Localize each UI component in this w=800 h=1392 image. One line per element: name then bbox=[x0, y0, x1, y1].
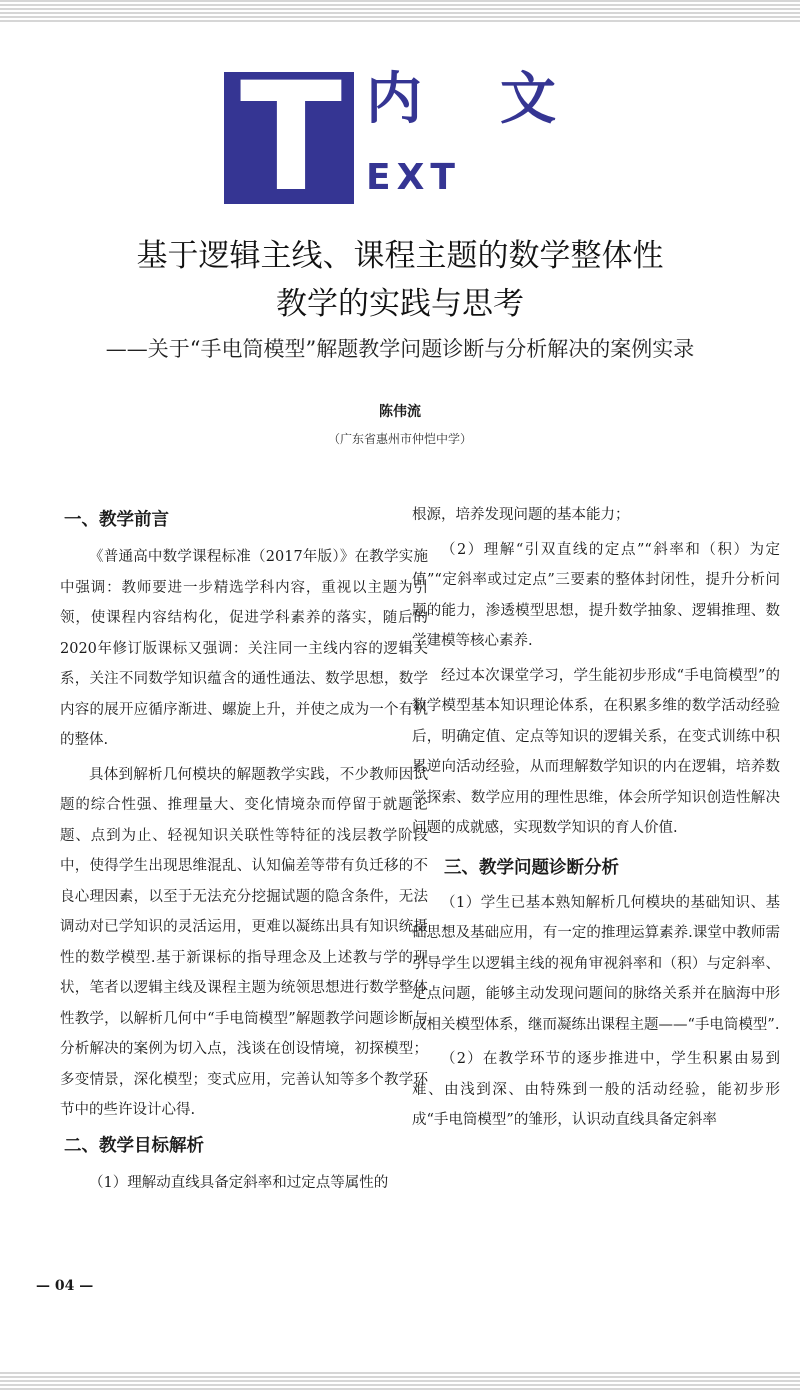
article-subtitle: ——关于“手电筒模型”解题教学问题诊断与分析解决的案例实录 bbox=[105, 337, 695, 361]
paragraph-continuation: 根源，培养发现问题的基本能力； bbox=[412, 507, 630, 523]
paragraph: 《普通高中数学课程标准（2017年版）》在教学实施中强调：教师要进一步精选学科内容，重视以主题为引领，使课程内容结构化，促进学科素养的落实，随后的2020年修订版课标又强调：关注同一主线内容的逻辑关系，关注不同数学知识蕴含的通性通法、数学思想，数学内容的展开应循序渐进、螺旋上升，并使之成为一个有机的整体. bbox=[60, 549, 428, 748]
paragraph: 具体到解析几何模块的解题教学实践，不少教师因试题的综合性强、推理量大、变化情境杂而停留于就题论题、点到为止、轻视知识关联性等特征的浅层教学阶段中，使得学生出现思维混乱、认知偏差等带有负迁移的不良心理因素，以至于无法充分挖掘试题的隐含条件，无法调动对已学知识的灵活运用，更难以凝练出具有知识统摄性的数学模型.基于新课标的指导理念及上述教与学的现状，笔者以逻辑主线及课程主题为统领思想进行数学整体性教学，以解析几何中“手电筒模型”解题教学问题诊断与分析解决的案例为切入点，浅谈在创设情境，初探模型；多变情景，深化模型；变式应用，完善认知等多个教学环节中的些许设计心得. bbox=[60, 766, 428, 1118]
article-title-line1: 基于逻辑主线、课程主题的数学整体性 bbox=[136, 238, 664, 274]
paragraph: （2）理解“引双直线的定点”“斜率和（积）为定值”“定斜率或过定点”三要素的整体封闭性，提升分析问题的能力，渗透模型思想，提升数学抽象、逻辑推理、数学建模等核心素养. bbox=[412, 541, 780, 649]
paragraph: （1）理解动直线具备定斜率和过定点等属性的 bbox=[89, 1174, 389, 1191]
text-logo-block: T bbox=[224, 72, 354, 204]
top-decorative-stripe bbox=[0, 0, 800, 22]
author-name: 陈伟流 bbox=[379, 404, 421, 420]
right-column bbox=[412, 500, 780, 1136]
paragraph: 经过本次课堂学习，学生能初步形成“手电筒模型”的数学模型基本知识理论体系，在积累多维的数学活动经验后，明确定值、定点等知识的逻辑关系，在变式训练中积累逆向活动经验，从而理解数学知识的内在逻辑，培养数学探索、数学应用的理性思维，体会所学知识创造性解决问题的成就感，实现数学知识的育人价值. bbox=[412, 667, 780, 836]
left-column bbox=[60, 500, 428, 1198]
author-affiliation: （广东省惠州市仲恺中学） bbox=[327, 432, 472, 446]
paragraph: （2）在教学环节的逐步推进中，学生积累由易到难、由浅到深、由特殊到一般的活动经验，能初步形成“手电筒模型”的雏形，认识动直线具备定斜率 bbox=[412, 1051, 780, 1128]
section-heading-diagnosis: 三、教学问题诊断分析 bbox=[444, 857, 619, 878]
page-number: — 04 — bbox=[36, 1278, 94, 1294]
section-heading-preface: 一、教学前言 bbox=[64, 510, 169, 530]
paragraph: （1）学生已基本熟知解析几何模块的基础知识、基础思想及基础应用，有一定的推理运算素养.课堂中教师需引导学生以逻辑主线的视角审视斜率和（积）与定斜率、定点问题，能够主动发现问题间的脉络关系并在脑海中形成相关模型体系，继而凝练出课程主题——“手电筒模型”. bbox=[412, 894, 780, 1033]
logo-english-label: EXT bbox=[366, 157, 461, 198]
section-heading-objectives: 二、教学目标解析 bbox=[64, 1135, 204, 1156]
bottom-decorative-stripe bbox=[0, 1372, 800, 1392]
article-title-line2: 教学的实践与思考 bbox=[276, 286, 524, 322]
logo-chinese-label: 内文 bbox=[366, 67, 634, 132]
